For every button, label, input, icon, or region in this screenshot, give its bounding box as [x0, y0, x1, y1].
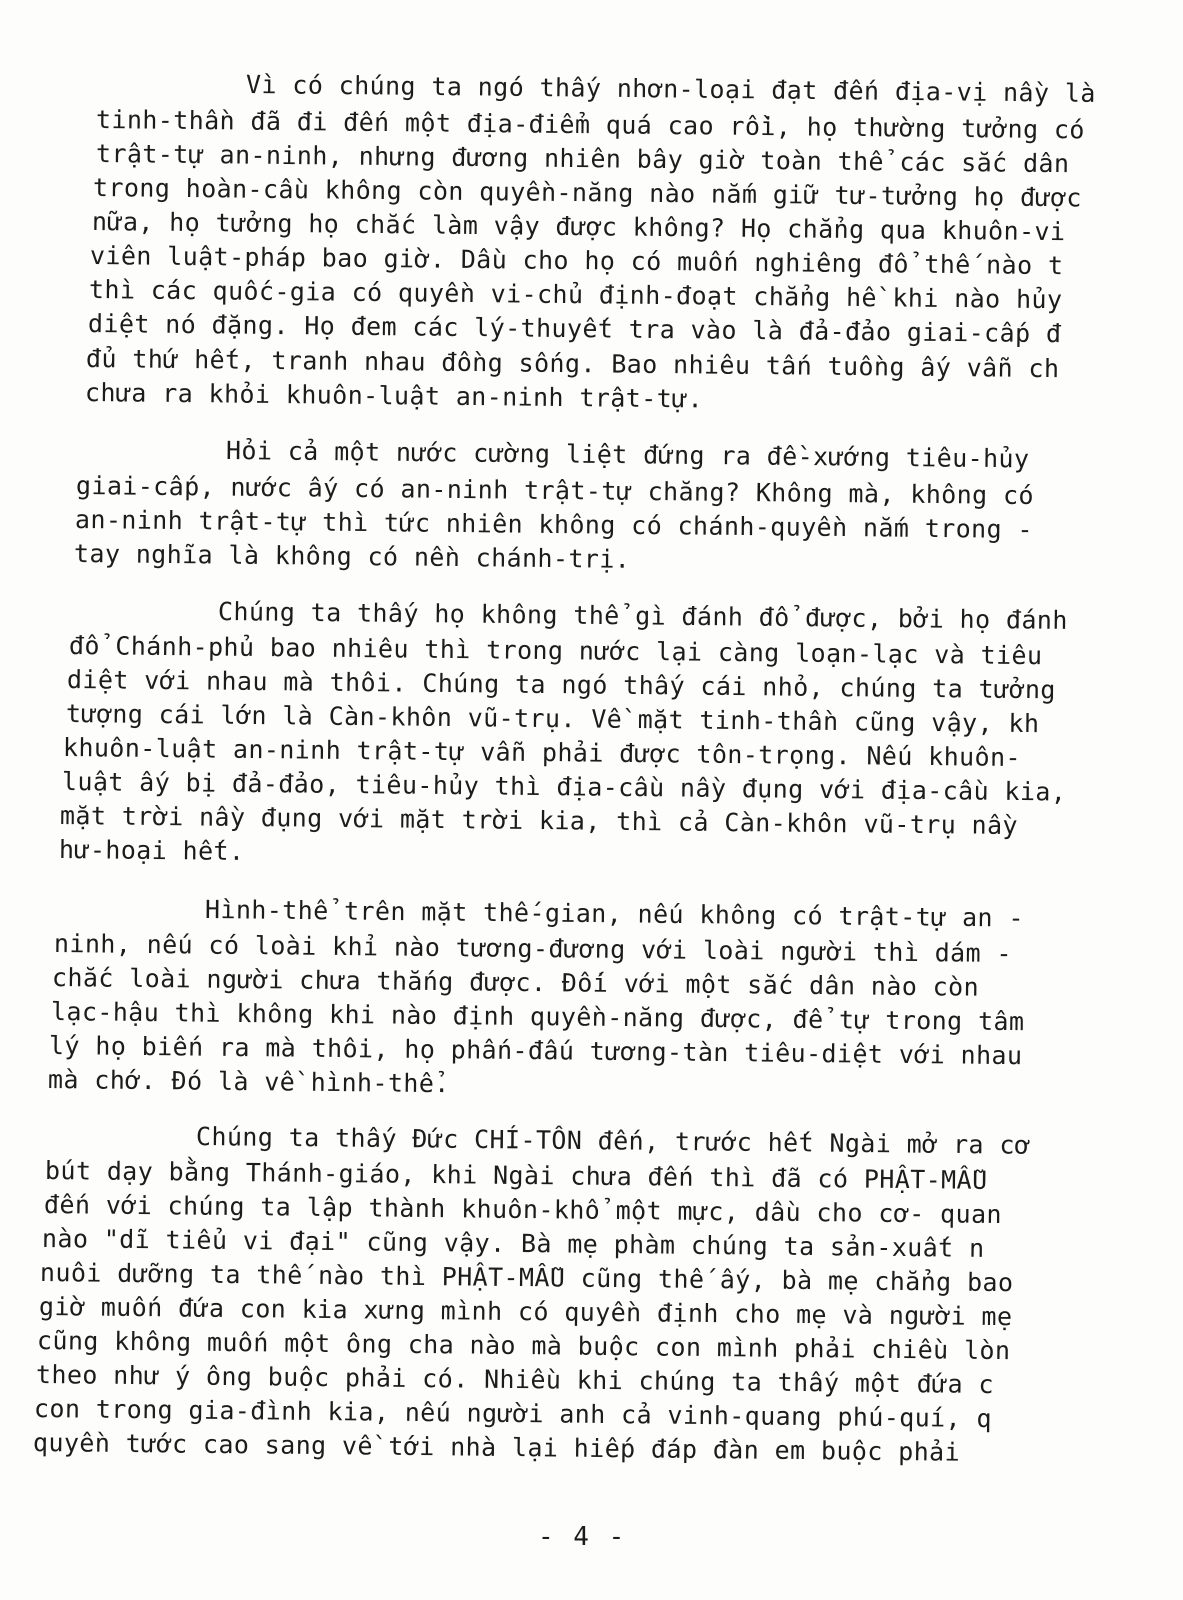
text-line: trật-tự an-ninh, nhưng đương nhiên bây giờ toàn thể các sắc dân [95, 139, 1070, 179]
text-line: tượng cái lớn là Càn-khôn vũ-trụ. Về mặt tinh-thần cũng vậy, kh [65, 699, 1040, 739]
text-line: nuôi dưỡng ta thế nào thì PHẬT-MẪU cũng thế ấy, bà mẹ chẳng bao [39, 1258, 1014, 1298]
text-line: Hình-thể trên mặt thế-gian, nếu không có trật-tự an - [204, 895, 1025, 933]
text-line: mặt trời nầy đụng với mặt trời kia, thì cả Càn-khôn vũ-trụ nầy [59, 801, 1019, 841]
text-line: nữa, họ tưởng họ chắc làm vậy được không? Họ chẳng qua khuôn-vi [91, 207, 1066, 247]
text-line: khuôn-luật an-ninh trật-tự vẫn phải được tôn-trọng. Nếu khuôn- [62, 733, 1022, 773]
text-line: đổ Chánh-phủ bao nhiêu thì trong nước lại càng loạn-lạc và tiêu [68, 631, 1043, 671]
text-line: an-ninh trật-tự thì tức nhiên không có chánh-quyền nắm trong - [74, 505, 1034, 545]
text-line: hư-hoại hết. [58, 835, 245, 866]
page-number: - 4 - [538, 1522, 627, 1552]
text-line: quyền tước cao sang về tới nhà lại hiếp đáp đàn em buộc phải [32, 1428, 961, 1467]
text-line: ninh, nếu có loài khỉ nào tương-đương với loài người thì dám - [53, 929, 1013, 969]
text-line: nào "dĩ tiểu vi đại" cũng vậy. Bà mẹ phàm chúng ta sản-xuất n [41, 1224, 985, 1263]
text-line: giờ muốn đứa con kia xưng mình có quyền định cho mẹ và người mẹ [38, 1292, 1013, 1332]
text-line: diệt nó đặng. Họ đem các lý-thuyết tra vào là đả-đảo giai-cấp đ [87, 309, 1062, 349]
text-line: lạc-hậu thì không khi nào định quyền-năng được, để tự trong tâm [50, 997, 1025, 1037]
text-line: đủ thứ hết, tranh nhau đồng sống. Bao nhiêu tấn tuồng ấy vẫn ch [85, 344, 1060, 384]
text-line: Chúng ta thấy họ không thể gì đánh đổ được, bởi họ đánh [217, 597, 1068, 635]
text-line: diệt với nhau mà thôi. Chúng ta ngó thấy cái nhỏ, chúng ta tưởng [66, 665, 1056, 705]
text-line: chắc loài người chưa thắng được. Đối với một sắc dân nào còn [51, 963, 980, 1002]
text-line: Hỏi cả một nước cường liệt đứng ra đề-xướng tiêu-hủy [225, 436, 1030, 474]
text-line: luật ấy bị đả-đảo, tiêu-hủy thì địa-cầu nầy đụng với địa-cầu kia, [61, 767, 1067, 807]
text-line: đến với chúng ta lập thành khuôn-khổ một mực, dầu cho cơ- quan [43, 1190, 1003, 1230]
text-line: thì các quốc-gia có quyền vi-chủ định-đoạt chẳng hề khi nào hủy [88, 275, 1063, 315]
text-line: con trong gia-đình kia, nếu người anh cả vinh-quang phú-quí, q [33, 1394, 993, 1434]
text-line: Chúng ta thấy Đức CHÍ-TÔN đến, trước hết Ngài mở ra cơ [195, 1122, 1031, 1160]
text-line: viên luật-pháp bao giờ. Dầu cho họ có muốn nghiêng đổ thế nào t [89, 241, 1064, 281]
text-line: chưa ra khỏi khuôn-luật an-ninh trật-tự. [84, 378, 704, 414]
text-line: Vì có chúng ta ngó thấy nhơn-loại đạt đến địa-vị nầy là [245, 70, 1096, 108]
text-line: lý họ biến ra mà thôi, họ phấn-đấu tương-tàn tiêu-diệt với nhau [48, 1031, 1023, 1071]
text-line: tinh-thần đã đi đến một địa-điểm quá cao rồi, họ thường tưởng có [95, 105, 1085, 145]
text-line: theo như ý ông buộc phải có. Nhiều khi chúng ta thấy một đứa c [35, 1360, 995, 1400]
text-line: trong hoàn-cầu không còn quyền-năng nào nắm giữ tư-tưởng họ được [92, 173, 1082, 213]
text-line: mà chớ. Đó là về hình-thể. [47, 1065, 450, 1099]
text-line: cũng không muốn một ông cha nào mà buộc con mình phải chiều lòn [36, 1326, 1011, 1366]
text-line: giai-cấp, nước ấy có an-ninh trật-tự chăng? Không mà, không có [75, 471, 1035, 511]
text-line: tay nghĩa là không có nền chánh-trị. [73, 539, 631, 574]
text-line: bút dạy bằng Thánh-giáo, khi Ngài chưa đến thì đã có PHẬT-MẪU [44, 1156, 988, 1195]
